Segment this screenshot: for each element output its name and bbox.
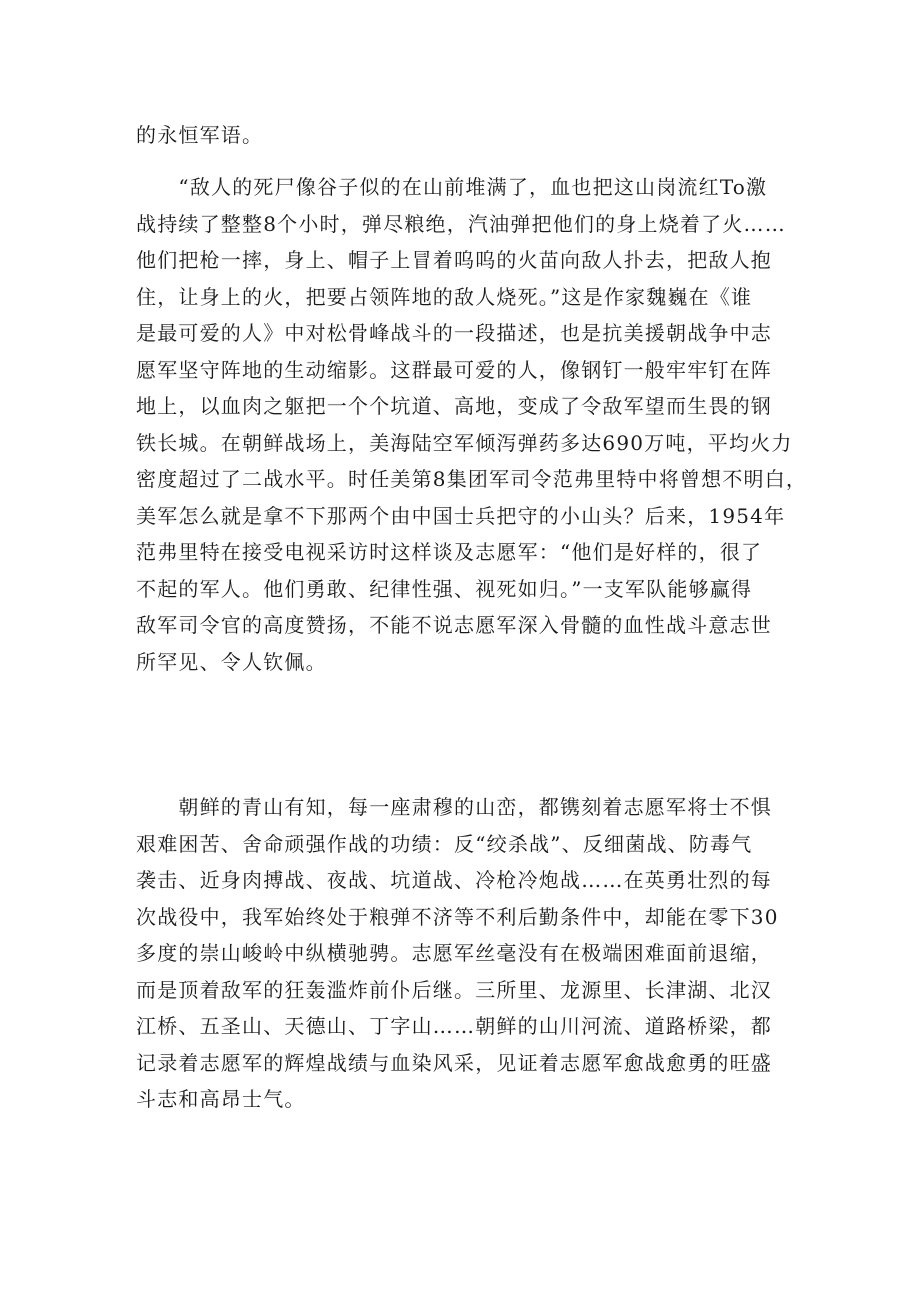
text-line: 袭击、近身肉搏战、夜战、坑道战、冷枪冷炮战……在英勇壮烈的每 — [136, 868, 772, 892]
text-line: 范弗里特在接受电视采访时这样谈及志愿军：“他们是好样的，很了 — [136, 540, 763, 564]
text-line: 不起的军人。他们勇敢、纪律性强、视死如归。”一支军队能够赢得 — [136, 576, 753, 601]
text-line: 铁长城。在朝鲜战场上，美海陆空军倾泻弹药多达690万吨，平均火力 — [136, 430, 793, 455]
text-line: 地上，以血肉之躯把一个个坑道、高地，变成了令敌军望而生畏的钢 — [136, 394, 772, 418]
text-line: 密度超过了二战水平。时任美第8集团军司令范弗里特中将曾想不明白， — [136, 467, 808, 491]
text-line: 所罕见、令人钦佩。 — [136, 649, 327, 674]
text-line: 住，让身上的火，把要占领阵地的敌人烧死。”这是作家魏巍在《谁 — [136, 284, 753, 309]
text-line: 朝鲜的青山有知，每一座肃穆的山峦，都镌刻着志愿军将士不惧 — [136, 795, 772, 819]
text-line: 美军怎么就是拿不下那两个由中国士兵把守的小山头？后来，1954年 — [136, 503, 786, 528]
text-line: 多度的崇山峻岭中纵横驰骋。志愿军丝毫没有在极端困难面前退缩， — [136, 941, 772, 965]
text-line: 是最可爱的人》中对松骨峰战斗的一段描述，也是抗美援朝战争中志 — [136, 321, 772, 345]
paragraph-1 — [136, 117, 786, 154]
text-line: 而是顶着敌军的狂轰滥炸前仆后继。三所里、龙源里、长津湖、北汉 — [136, 977, 772, 1002]
text-line: 战持续了整整8个小时，弹尽粮绝，汽油弹把他们的身上烧着了火…… — [136, 211, 786, 236]
text-line: 的永恒军语。 — [136, 123, 264, 147]
text-line: 敌军司令官的高度赞扬，不能不说志愿军深入骨髓的血性战斗意志世 — [136, 613, 772, 637]
paragraph-2 — [136, 169, 808, 680]
text-line: 江桥、五圣山、天德山、丁字山……朝鲜的山川河流、道路桥梁，都 — [136, 1014, 772, 1038]
text-line: 艰难困苦、舍命顽强作战的功绩：反“绞杀战”、反细菌战、防毒气 — [136, 831, 753, 856]
paragraph-3 — [136, 789, 786, 1118]
text-line: 他们把枪一摔，身上、帽子上冒着呜呜的火苗向敌人扑去，把敌人抱 — [136, 248, 772, 272]
text-line: 记录着志愿军的辉煌战绩与血染风采，见证着志愿军愈战愈勇的旺盛 — [136, 1050, 772, 1075]
text-line: 愿军坚守阵地的生动缩影。这群最可爱的人，像钢钉一般牢牢钉在阵 — [136, 357, 772, 382]
text-line: 次战役中，我军始终处于粮弹不济等不利后勤条件中，却能在零下30 — [136, 904, 779, 929]
text-line: “敌人的死尸像谷子似的在山前堆满了，血也把这山岗流红To激 — [136, 175, 768, 199]
text-line: 斗志和高昂士气。 — [136, 1087, 306, 1111]
